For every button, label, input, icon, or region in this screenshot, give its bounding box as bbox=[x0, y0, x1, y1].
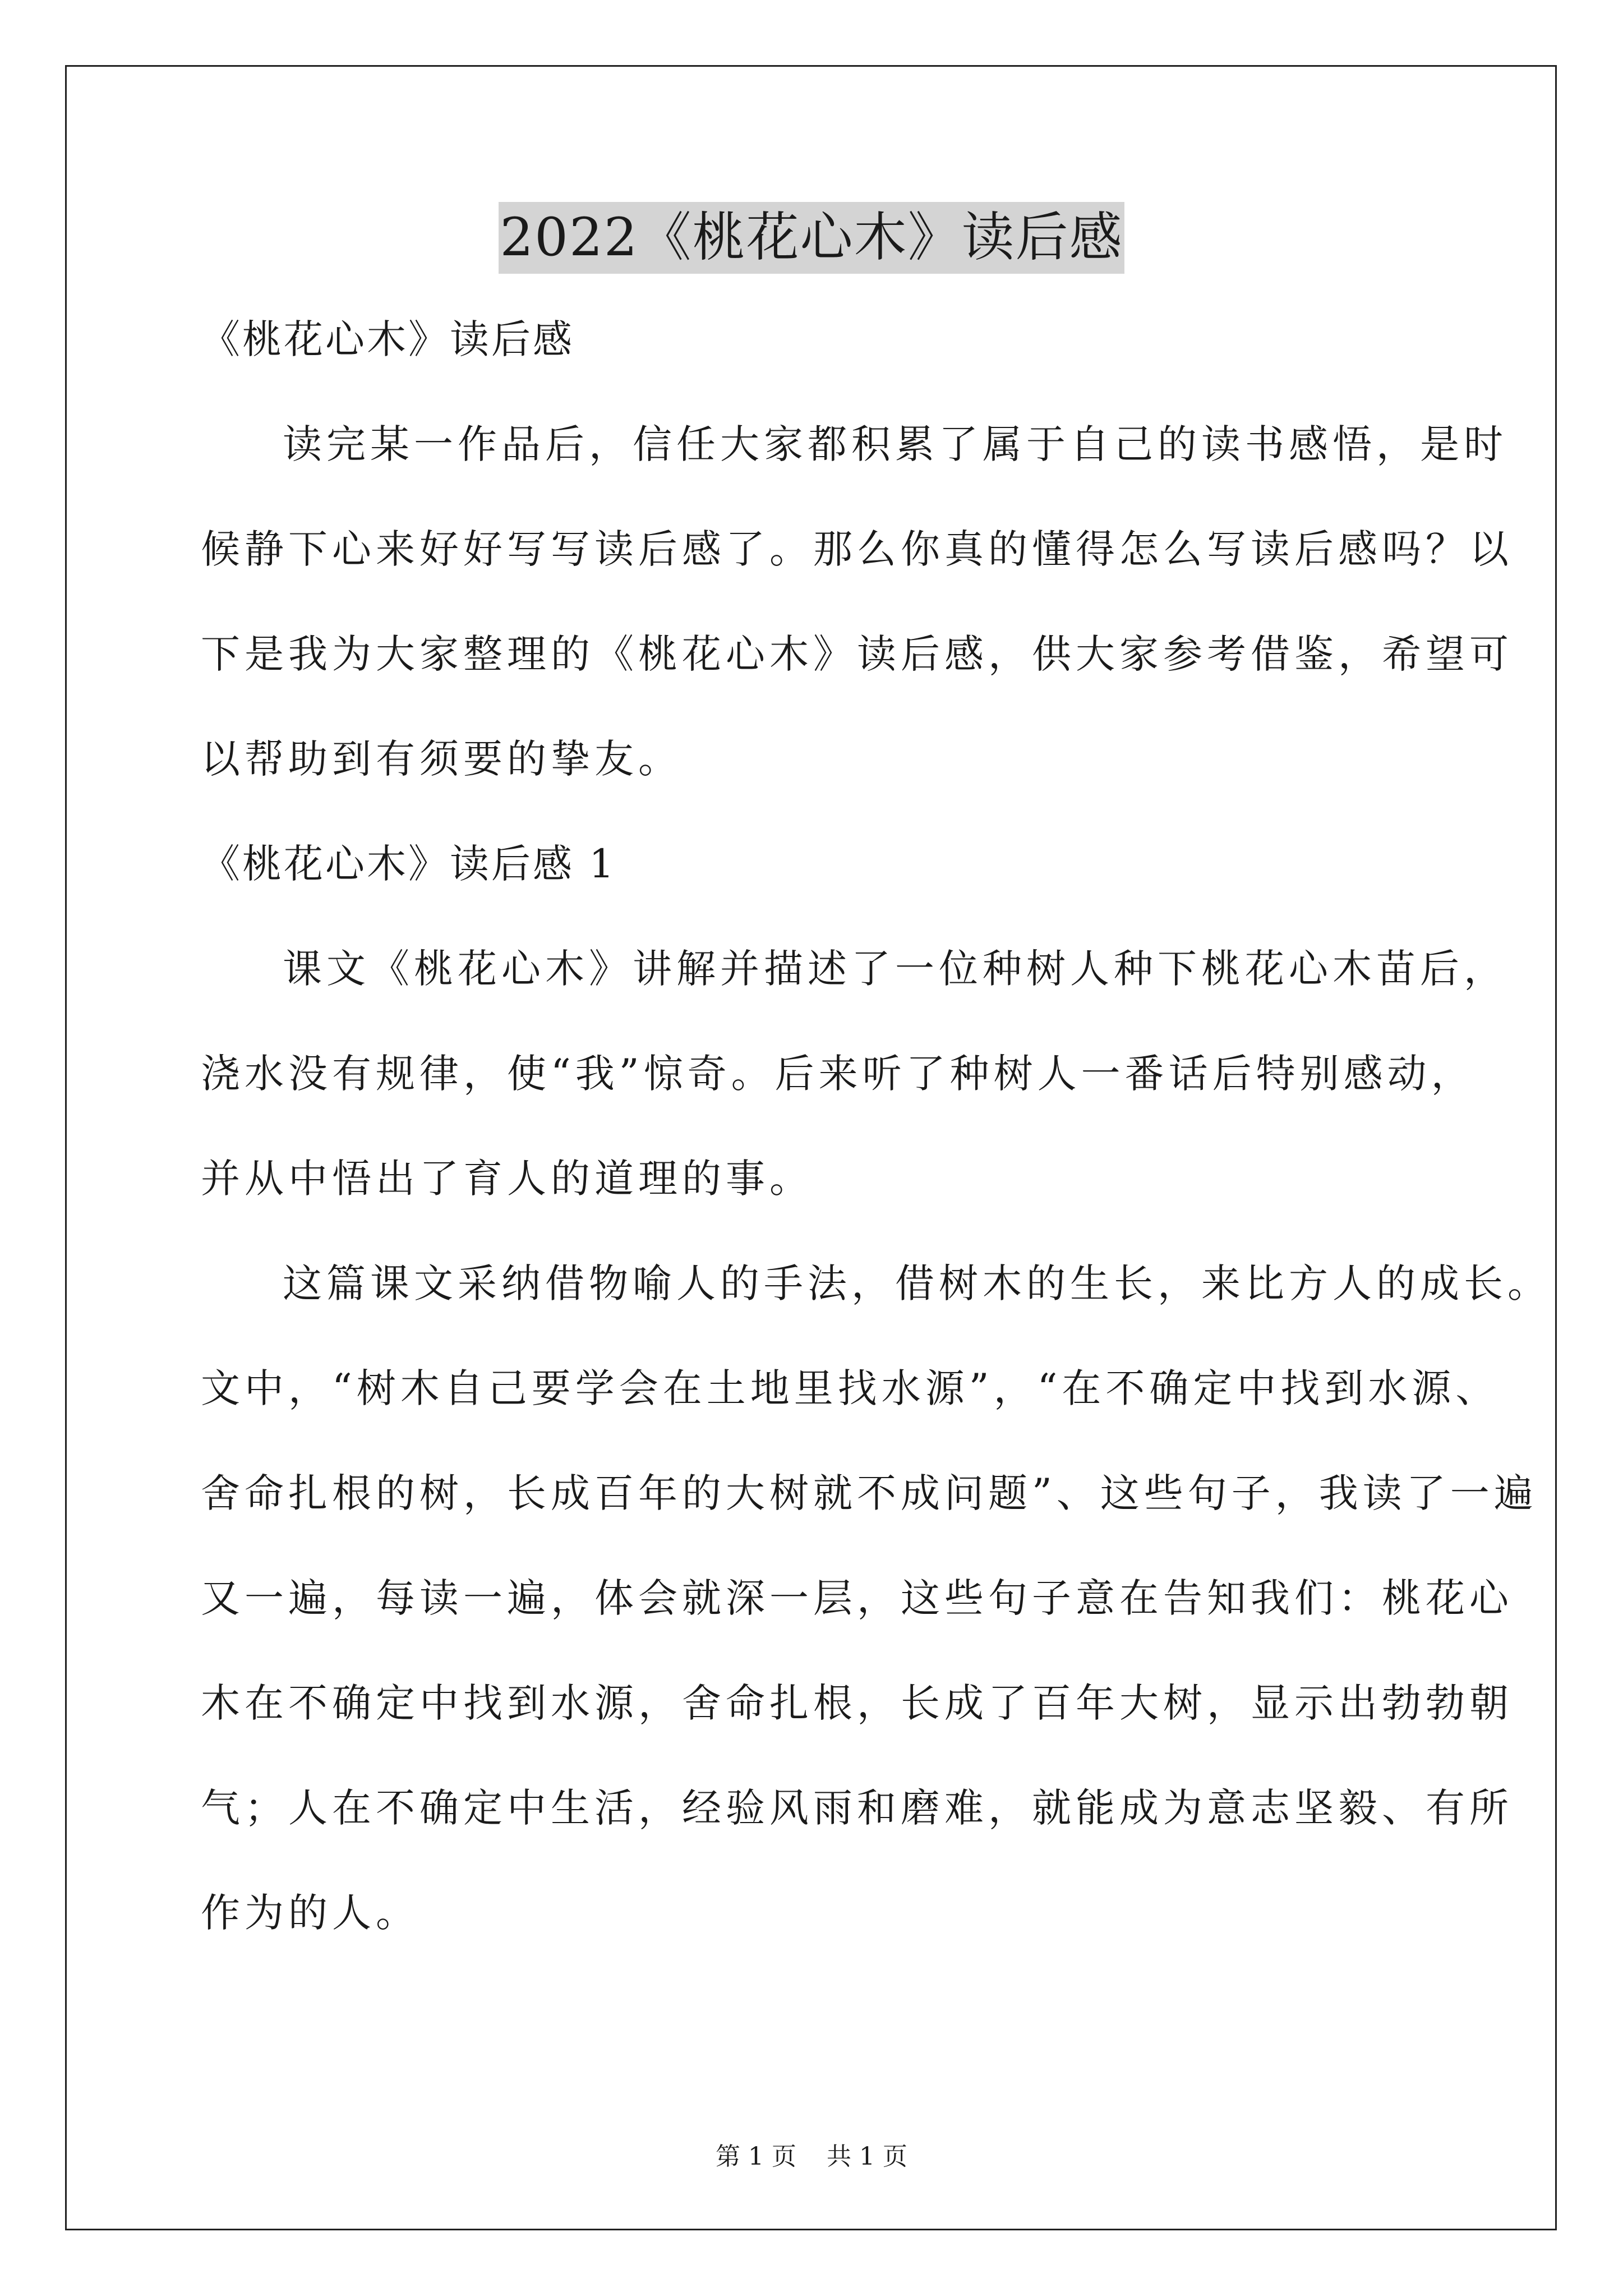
title-container bbox=[0, 202, 1623, 274]
paragraph-line: 气；人在不确定中生活，经验风雨和磨难，就能成为意志坚毅、有所 bbox=[201, 1785, 1513, 1831]
section-heading: 《桃花心木》读后感 bbox=[201, 316, 574, 362]
document-title: 2022《桃花心木》读后感 bbox=[499, 202, 1124, 274]
document-body bbox=[201, 314, 1551, 1993]
paragraph-line: 并从中悟出了育人的道理的事。 bbox=[201, 1156, 813, 1202]
paragraph-line: 浇水没有规律，使“我”惊奇。后来听了种树人一番话后特别感动， bbox=[201, 1051, 1475, 1097]
section-heading: 《桃花心木》读后感 1 bbox=[201, 841, 616, 887]
paragraph-line: 作为的人。 bbox=[201, 1890, 419, 1936]
page-footer bbox=[0, 2140, 1623, 2174]
paragraph-line: 候静下心来好好写写读后感了。那么你真的懂得怎么写读后感吗？以 bbox=[201, 526, 1513, 572]
paragraph-line: 读完某一作品后，信任大家都积累了属于自己的读书感悟，是时 bbox=[283, 421, 1507, 467]
page-total: 共 1 页 bbox=[827, 2142, 907, 2171]
paragraph-line: 文中，“树木自己要学会在土地里找水源”，“在不确定中找到水源、 bbox=[201, 1365, 1500, 1411]
page-number: 第 1 页 bbox=[716, 2142, 796, 2171]
paragraph-line: 课文《桃花心木》讲解并描述了一位种树人种下桃花心木苗后， bbox=[283, 946, 1507, 992]
paragraph-line: 又一遍，每读一遍，体会就深一层，这些句子意在告知我们：桃花心 bbox=[201, 1575, 1513, 1621]
paragraph-line: 以帮助到有须要的挚友。 bbox=[201, 736, 682, 782]
paragraph-line: 下是我为大家整理的《桃花心木》读后感，供大家参考借鉴，希望可 bbox=[201, 631, 1513, 677]
paragraph-line: 木在不确定中找到水源，舍命扎根，长成了百年大树，显示出勃勃朝 bbox=[201, 1680, 1513, 1726]
paragraph-line: 舍命扎根的树，长成百年的大树就不成问题”、这些句子，我读了一遍 bbox=[201, 1470, 1538, 1516]
paragraph-line: 这篇课文采纳借物喻人的手法，借树木的生长，来比方人的成长。 bbox=[283, 1260, 1551, 1306]
